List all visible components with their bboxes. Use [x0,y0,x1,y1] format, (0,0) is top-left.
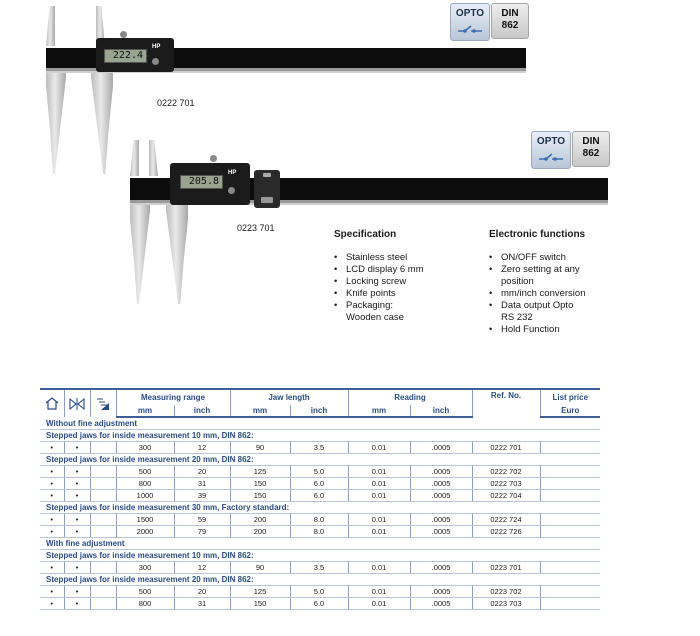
price-cell [540,526,600,538]
range-inch-cell: 39 [174,490,230,502]
section-row [40,538,600,550]
section-title: Stepped jaws for inside measurement 30 mm, Factory standard: [40,502,600,514]
caliper1-brand-logo: HP [152,44,161,50]
adjust-cell [90,562,116,574]
reading-inch-cell: .0005 [410,526,472,538]
reading-inch-cell: .0005 [410,598,472,610]
price-cell [540,478,600,490]
reading-inch-cell: .0005 [410,562,472,574]
range-mm-cell: 1000 [116,490,174,502]
ref-no-cell: 0222 704 [472,490,540,502]
jaw-inch-cell: 8.0 [290,526,348,538]
jaw-mm-cell: 200 [230,514,290,526]
caliper2-button [228,187,235,194]
din-badge-1-line1: DIN [501,8,519,19]
adjust-cell [90,442,116,454]
header-reading-mm: mm [348,405,410,417]
electronic-function-item: • mm/inch conversion [489,288,619,300]
adjust-cell [90,478,116,490]
caliper2-brand-logo: HP [228,170,237,176]
header-range-mm: mm [116,405,174,417]
reading-mm-cell: 0.01 [348,478,410,490]
reading-inch-cell: .0005 [410,586,472,598]
table-row [40,562,600,574]
house-cell: • [40,478,64,490]
ref-no-cell: 0223 703 [472,598,540,610]
adjust-cell [90,490,116,502]
reading-mm-cell: 0.01 [348,466,410,478]
price-cell [540,586,600,598]
reading-mm-cell: 0.01 [348,586,410,598]
jaws-cell: • [64,526,90,538]
jaws-cell: • [64,490,90,502]
table-row [40,466,600,478]
jaws-cell: • [64,442,90,454]
caliper1-fixed-jaw-lower [46,64,66,174]
house-cell: • [40,586,64,598]
section-title: Without fine adjustment [40,417,600,430]
ref-no-cell: 0222 726 [472,526,540,538]
specification-list [334,252,464,324]
house-cell: • [40,526,64,538]
range-mm-cell: 300 [116,562,174,574]
caliper2-top-button [210,155,217,162]
jaws-cell: • [64,466,90,478]
adjust-cell [90,466,116,478]
adjust-cell [90,598,116,610]
house-cell: • [40,442,64,454]
price-cell [540,562,600,574]
jaws-cell: • [64,586,90,598]
header-euro: Euro [540,405,600,417]
caliper2-display-unit [170,163,250,205]
section-row [40,417,600,430]
price-cell [540,442,600,454]
range-mm-cell: 800 [116,478,174,490]
jaw-inch-cell: 3.5 [290,442,348,454]
header-range-inch: inch [174,405,230,417]
jaw-mm-cell: 125 [230,466,290,478]
table-row [40,586,600,598]
jaw-mm-cell: 125 [230,586,290,598]
section-row [40,574,600,586]
range-mm-cell: 500 [116,466,174,478]
house-cell: • [40,562,64,574]
section-title: Stepped jaws for inside measurement 10 mm, DIN 862: [40,550,600,562]
jaws-cell: • [64,514,90,526]
opto-badge-2 [531,131,571,169]
ref-no-cell: 0222 701 [472,442,540,454]
caliper2-adjust-wheel [261,197,273,203]
jaw-mm-cell: 150 [230,598,290,610]
ref-no-cell: 0223 701 [472,562,540,574]
range-mm-cell: 300 [116,442,174,454]
din-badge-1-line2: 862 [501,20,519,31]
header-measuring-range: Measuring range [116,389,230,405]
range-mm-cell: 800 [116,598,174,610]
header-adjust-icon [90,389,116,417]
jaw-mm-cell: 200 [230,526,290,538]
range-mm-cell: 2000 [116,526,174,538]
din-badge-1 [491,3,529,39]
jaw-inch-cell: 3.5 [290,562,348,574]
range-inch-cell: 12 [174,442,230,454]
section-title: Stepped jaws for inside measurement 20 mm, DIN 862: [40,574,600,586]
jaw-mm-cell: 90 [230,562,290,574]
product-table [40,388,600,610]
electronic-function-item: • Hold Function [489,324,619,336]
jaws-cell: • [64,562,90,574]
caliper2-lcd-screen: 205.8 [180,175,223,189]
opto-badge-2-label: OPTO [536,136,566,147]
table-row [40,526,600,538]
jaw-inch-cell: 6.0 [290,598,348,610]
specification-item: • LCD display 6 mm [334,264,464,276]
reading-inch-cell: .0005 [410,490,472,502]
section-row [40,430,600,442]
ref-no-cell: 0222 703 [472,478,540,490]
header-jaw-length: Jaw length [230,389,348,405]
reading-inch-cell: .0005 [410,466,472,478]
din-badge-2-line1: DIN [582,136,600,147]
section-row [40,454,600,466]
price-cell [540,514,600,526]
opto-badge-1 [450,3,490,41]
specification-item: • Locking screw [334,276,464,288]
range-mm-cell: 500 [116,586,174,598]
caliper2-fine-adjust-block [254,170,280,208]
opto-symbol-icon [538,152,564,162]
reading-inch-cell: .0005 [410,442,472,454]
caliper1-top-button [120,31,127,38]
caliper2-slide-jaw-upper [149,140,158,176]
jaw-mm-cell: 90 [230,442,290,454]
product-table-body [40,417,600,610]
header-house-icon [40,389,64,417]
opto-symbol-icon [457,24,483,34]
caliper1-fixed-jaw-upper [46,6,55,46]
electronic-function-item: • ON/OFF switch [489,252,619,264]
section-title: With fine adjustment [40,538,600,550]
range-inch-cell: 20 [174,466,230,478]
electronic-function-item: • Data output Opto RS 232 [489,300,619,324]
reading-inch-cell: .0005 [410,514,472,526]
section-row [40,502,600,514]
house-cell: • [40,466,64,478]
jaws-icon [69,398,85,410]
caliper1-button [152,58,159,65]
opto-badge-1-label: OPTO [455,8,485,19]
section-row [40,550,600,562]
range-mm-cell: 1500 [116,514,174,526]
range-inch-cell: 20 [174,586,230,598]
reading-mm-cell: 0.01 [348,490,410,502]
header-list-price: List price [540,389,600,405]
header-jaw-inch: inch [290,405,348,417]
header-jaw-mm: mm [230,405,290,417]
table-row [40,514,600,526]
reading-inch-cell: .0005 [410,478,472,490]
caliper1-ref-label: 0222 701 [157,98,195,108]
house-icon [45,397,59,410]
ref-no-cell: 0222 702 [472,466,540,478]
house-cell: • [40,514,64,526]
price-cell [540,490,600,502]
jaw-inch-cell: 5.0 [290,586,348,598]
reading-mm-cell: 0.01 [348,442,410,454]
din-badge-2 [572,131,610,167]
table-row [40,478,600,490]
jaw-inch-cell: 5.0 [290,466,348,478]
electronic-functions-heading: Electronic functions [489,229,586,240]
price-cell [540,466,600,478]
header-reading-inch: inch [410,405,472,417]
specification-item: • Stainless steel [334,252,464,264]
fine-adjust-icon [95,397,111,411]
section-title: Stepped jaws for inside measurement 10 mm, DIN 862: [40,430,600,442]
header-ref-no: Ref. No. [472,389,540,417]
reading-mm-cell: 0.01 [348,562,410,574]
house-cell: • [40,490,64,502]
jaw-inch-cell: 6.0 [290,490,348,502]
table-row [40,490,600,502]
range-inch-cell: 31 [174,598,230,610]
caliper2-fixed-jaw-lower [130,198,150,304]
header-reading: Reading [348,389,472,405]
jaw-inch-cell: 8.0 [290,514,348,526]
jaws-cell: • [64,598,90,610]
adjust-cell [90,526,116,538]
section-title: Stepped jaws for inside measurement 20 mm, DIN 862: [40,454,600,466]
caliper2-slide-jaw-lower [166,198,188,304]
price-cell [540,598,600,610]
adjust-cell [90,586,116,598]
electronic-functions-list [489,252,619,336]
range-inch-cell: 59 [174,514,230,526]
jaw-inch-cell: 6.0 [290,478,348,490]
specification-item: • Packaging: Wooden case [334,300,464,324]
reading-mm-cell: 0.01 [348,598,410,610]
din-badge-2-line2: 862 [582,148,600,159]
specification-item: • Knife points [334,288,464,300]
jaws-cell: • [64,478,90,490]
house-cell: • [40,598,64,610]
specification-heading: Specification [334,229,397,240]
caliper2-fixed-jaw-upper [130,140,139,176]
table-row [40,442,600,454]
caliper1-lcd-screen: 222.4 [104,49,147,63]
caliper1-display-unit [96,38,174,72]
ref-no-cell: 0223 702 [472,586,540,598]
caliper2-adjust-screw [263,173,271,177]
ref-no-cell: 0222 724 [472,514,540,526]
caliper2-ref-label: 0223 701 [237,223,275,233]
table-row [40,598,600,610]
electronic-function-item: • Zero setting at any position [489,264,619,288]
reading-mm-cell: 0.01 [348,514,410,526]
reading-mm-cell: 0.01 [348,526,410,538]
range-inch-cell: 31 [174,478,230,490]
caliper1-slide-jaw-lower [91,64,113,174]
jaw-mm-cell: 150 [230,478,290,490]
range-inch-cell: 12 [174,562,230,574]
header-jaws-icon [64,389,90,417]
adjust-cell [90,514,116,526]
jaw-mm-cell: 150 [230,490,290,502]
range-inch-cell: 79 [174,526,230,538]
